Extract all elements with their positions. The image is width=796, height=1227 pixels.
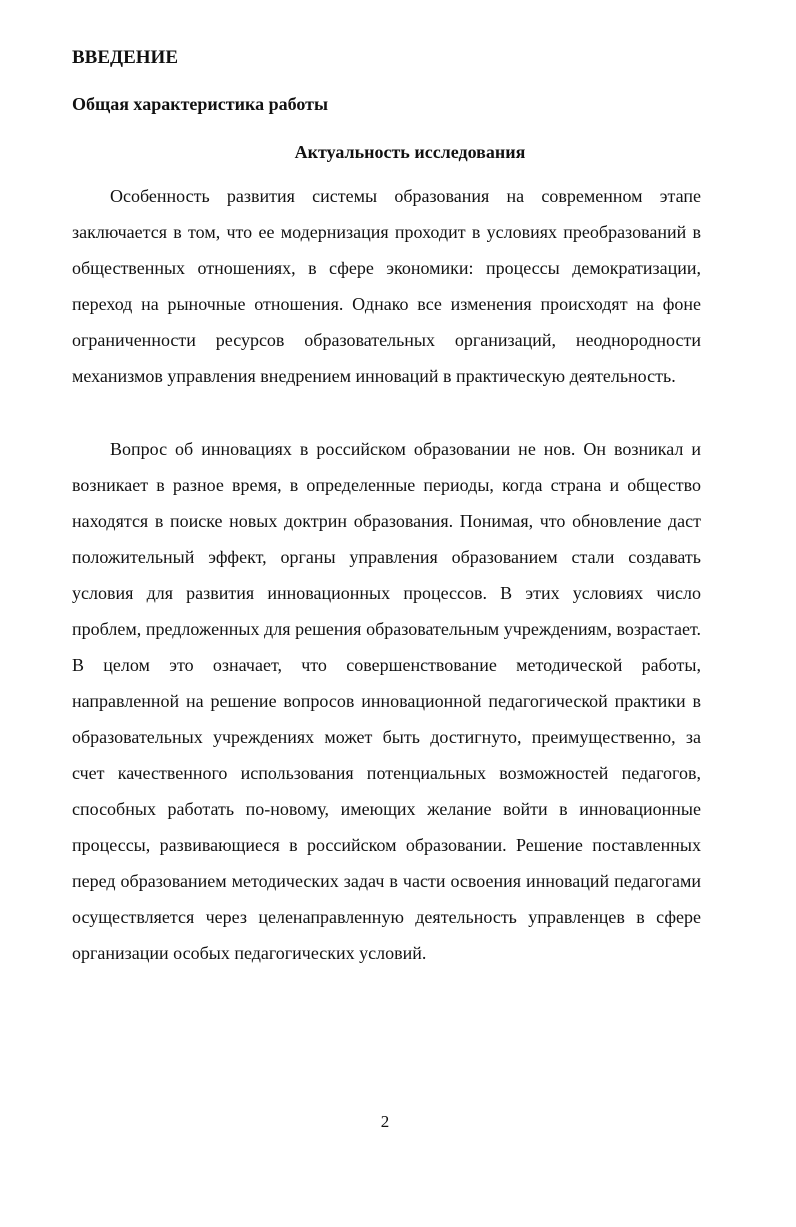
paragraph: Особенность развития системы образования на современном этапе заключается в том, что ее модернизация проходит в условиях преобразований в общественных отношениях, в сфере экономики: процессы демократизации, переход на рыночные отношения. Однако все изменения происходят на фоне ограниченности ресурсов образовательных организаций, неоднородности механизмов управления внедрением инноваций в практическую деятельность.	[72, 186, 701, 386]
paragraph: Вопрос об инновациях в российском образовании не нов. Он возникал и возникает в разное время, в определенные периоды, когда страна и общество находятся в поиске новых доктрин образования. Понимая, что обновление даст положительный эффект, органы управления образованием стали создавать условия для развития инновационных процессов. В этих условиях число проблем, предложенных для решения образовательным учреждениям, возрастает. В целом это означает, что совершенствование методической работы, направленной на решение вопросов инновационной педагогической практики в образовательных учреждениях может быть достигнуто, преимущественно, за счет качественного использования потенциальных возможностей педагогов, способных работать по-новому, имеющих желание войти в инновационные процессы, развивающиеся в российском образовании. Решение поставленных перед образованием методических задач в части освоения инноваций педагогами осуществляется через целенаправленную деятельность управленцев в сфере организации особых педагогических условий.	[72, 439, 701, 963]
document-subtitle: Общая характеристика работы	[72, 94, 329, 114]
section-heading: Актуальность исследования	[294, 142, 526, 162]
document-title: ВВЕДЕНИЕ	[72, 47, 178, 68]
page-number: 2	[380, 1112, 390, 1131]
